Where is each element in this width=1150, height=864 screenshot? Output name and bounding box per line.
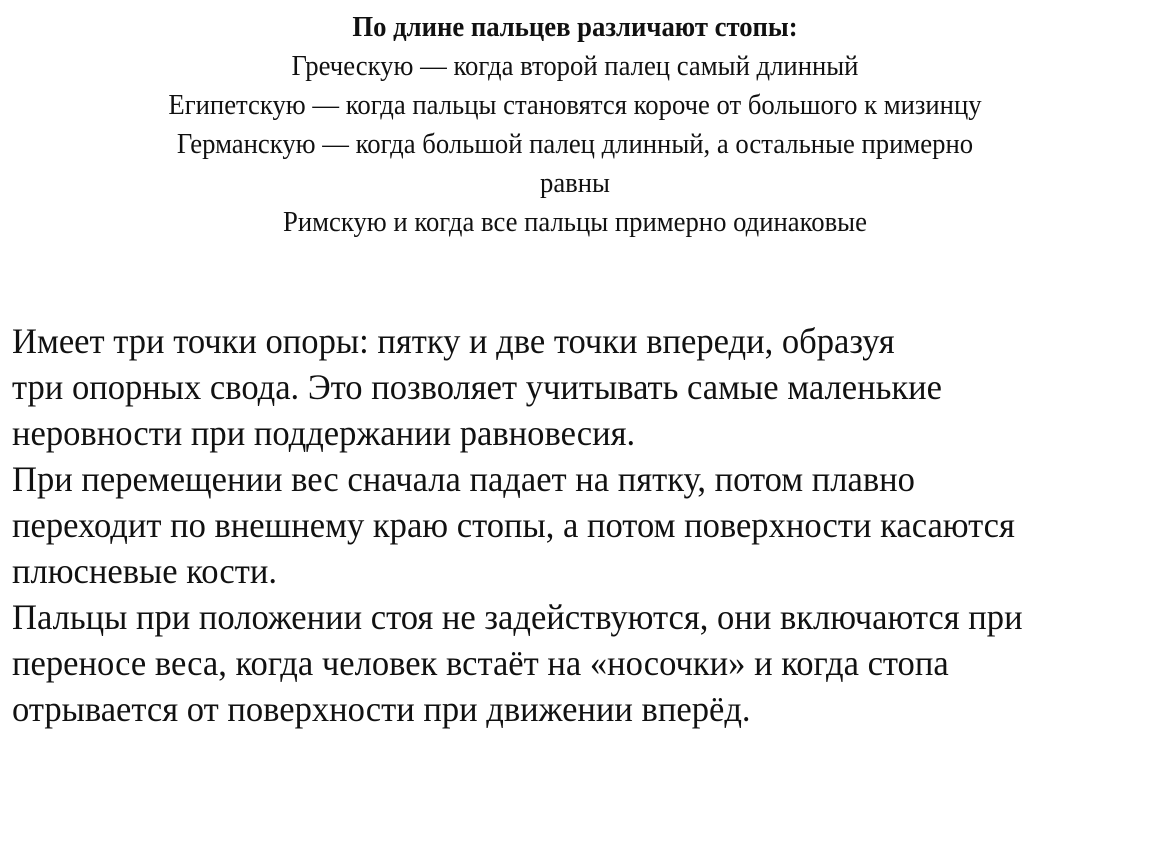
- foot-type-egyptian: Египетскую — когда пальцы становятся короче от большого к мизинцу: [168, 89, 982, 121]
- foot-type-greek: Греческую — когда второй палец самый длинный: [291, 50, 859, 82]
- description-line: отрывается от поверхности при движении вперёд.: [12, 689, 751, 729]
- description-line: переносе веса, когда человек встаёт на «носочки» и когда стопа: [12, 643, 949, 683]
- foot-types-heading: По длине пальцев различают стопы:: [352, 11, 798, 43]
- foot-type-roman: Римскую и когда все пальцы примерно одинаковые: [283, 206, 867, 238]
- description-line: При перемещении вес сначала падает на пятку, потом плавно: [12, 459, 915, 499]
- description-line: неровности при поддержании равновесия.: [12, 413, 636, 453]
- foot-type-german-line-1: Германскую — когда большой палец длинный, а остальные примерно: [176, 128, 974, 160]
- description-line: плюсневые кости.: [12, 551, 278, 591]
- description-line: Пальцы при положении стоя не задействуются, они включаются при: [12, 597, 1023, 637]
- foot-description: [12, 318, 1097, 732]
- description-line: переходит по внешнему краю стопы, а потом поверхности касаются: [12, 505, 1015, 545]
- description-line: Имеет три точки опоры: пятку и две точки впереди, образуя: [12, 321, 895, 361]
- foot-type-german-line-2: равны: [539, 167, 610, 199]
- foot-types-block: [101, 8, 1049, 242]
- description-line: три опорных свода. Это позволяет учитывать самые маленькие: [12, 367, 942, 407]
